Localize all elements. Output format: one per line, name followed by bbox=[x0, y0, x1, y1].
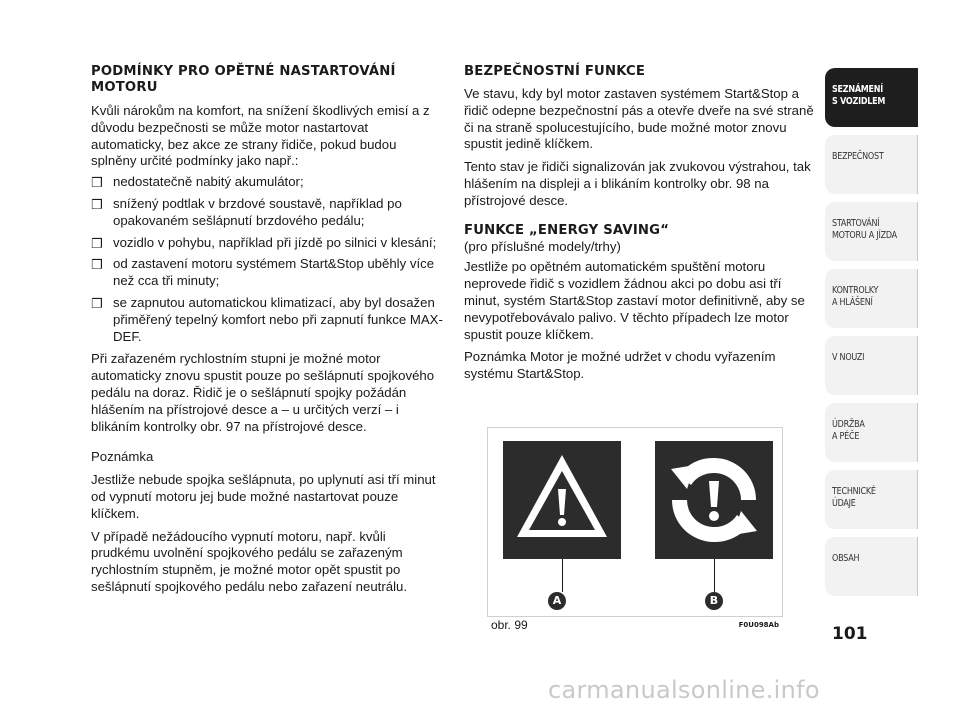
tab-bezpecnost[interactable]: BEZPEČNOST bbox=[825, 135, 918, 194]
energy-saving-subheading: (pro příslušné modely/trhy) bbox=[464, 238, 621, 254]
tab-seznameni-s-vozidlem[interactable]: SEZNÁMENÍ S VOZIDLEM bbox=[825, 68, 918, 127]
start-stop-warning-icon bbox=[655, 441, 773, 559]
restart-conditions-list bbox=[91, 174, 443, 345]
checkbox-bullet-icon: ❒ bbox=[91, 196, 103, 212]
checkbox-bullet-icon: ❒ bbox=[91, 235, 103, 251]
tab-v-nouzi[interactable]: V NOUZI bbox=[825, 336, 918, 395]
safety-paragraph-2: Tento stav je řidiči signalizován jak zvukovou výstrahou, tak hlášením na displeji a i blikáním kontrolky obr. 98 na přístrojové desce. bbox=[464, 159, 811, 208]
callout-a: A bbox=[548, 592, 566, 610]
list-item: ❒ se zapnutou automatickou klimatizací, aby byl dosažen přiměřený tepelný komfort nebo při zapnutí funkce MAX-DEF. bbox=[91, 294, 443, 344]
figure-frame bbox=[487, 427, 783, 617]
list-item: ❒ vozidlo v pohybu, například při jízdě po silnici v klesání; bbox=[91, 234, 437, 251]
figure-code: F0U098Ab bbox=[738, 621, 779, 629]
chapter-sidebar bbox=[825, 68, 918, 604]
left-column bbox=[91, 64, 443, 602]
safety-function-heading: BEZPEČNOSTNÍ FUNKCE bbox=[464, 64, 646, 79]
gear-paragraph: Při zařazeném rychlostním stupni je možné motor automaticky znovu spustit pouze po sešlápnutí spojkového pedálu na doraz. Řidič je o sešlápnutí spojky požádán hlášením na přístrojové desce a – u určitých verzí – i blikáním kontrolky obr. 97 na přístrojové desce. bbox=[91, 351, 435, 434]
list-item: ❒ od zastavení motoru systémem Start&Stop uběhly více než cca tři minuty; bbox=[91, 256, 435, 289]
leader-line-a bbox=[562, 559, 563, 592]
restart-conditions-heading: PODMÍNKY PRO OPĚTNÉ NASTARTOVÁNÍ MOTORU bbox=[91, 64, 396, 95]
energy-saving-note: Poznámka Motor je možné udržet v chodu vyřazením systému Start&Stop. bbox=[464, 349, 776, 382]
note-paragraph-1: Jestliže nebude spojka sešlápnuta, po uplynutí asi tří minut od vypnutí motoru jej bude možné nastartovat pouze klíčkem. bbox=[91, 472, 436, 521]
warning-triangle-icon bbox=[503, 441, 621, 559]
checkbox-bullet-icon: ❒ bbox=[91, 295, 103, 311]
list-item: ❒ nedostatečně nabitý akumulátor; bbox=[91, 174, 304, 191]
energy-saving-paragraph: Jestliže po opětném automatickém spuštění motoru neprovede řidič s vozidlem žádnou akci po dobu asi tří minut, systém Start&Stop zastaví motor definitivně, aby se nevypotřebovávalo palivo. V těchto případech lze motor spustit pouze klíčkem. bbox=[464, 259, 805, 342]
note-paragraph-2: V případě nežádoucího vypnutí motoru, např. kvůli prudkému uvolnění spojkového pedálu se zařazeným rychlostním stupněm, je možné motor opět spustit po sešlápnutí spojkového pedálu nebo zařazení neutrálu. bbox=[91, 528, 407, 594]
warning-lamp-panel-a bbox=[503, 441, 621, 559]
checkbox-bullet-icon: ❒ bbox=[91, 257, 103, 273]
list-item: ❒ snížený podtlak v brzdové soustavě, například po opakovaném sešlápnutí brzdového pedálu; bbox=[91, 195, 402, 228]
warning-lamp-panel-b bbox=[655, 441, 773, 559]
restart-conditions-intro: Kvůli nárokům na komfort, na snížení škodlivých emisí a z důvodu bezpečnosti se může motor nastartovat automaticky, bez akce ze strany řidiče, pokud budou splněny určité podmínky jako např.: bbox=[91, 103, 430, 169]
right-column bbox=[464, 64, 816, 389]
page-number: 101 bbox=[832, 624, 868, 644]
safety-paragraph-1: Ve stavu, kdy byl motor zastaven systémem Start&Stop a řidič odepne bezpečnostní pás a otevře dveře na své straně či na straně spolucestujícího, bude možné motor znovu spustit jedině klíčkem. bbox=[464, 86, 814, 152]
tab-technicke-udaje[interactable]: TECHNICKÉ ÚDAJE bbox=[825, 470, 918, 529]
note-label: Poznámka bbox=[91, 449, 154, 465]
leader-line-b bbox=[714, 559, 715, 592]
tab-udrzba-a-pece[interactable]: ÚDRŽBA A PÉČE bbox=[825, 403, 918, 462]
tab-startovani-motoru-a-jizda[interactable]: STARTOVÁNÍ MOTORU A JÍZDA bbox=[825, 202, 918, 261]
callout-b: B bbox=[705, 592, 723, 610]
figure-99 bbox=[487, 427, 783, 633]
figure-caption: obr. 99 bbox=[491, 618, 528, 632]
tab-kontrolky-a-hlaseni[interactable]: KONTROLKY A HLÁŠENÍ bbox=[825, 269, 918, 328]
checkbox-bullet-icon: ❒ bbox=[91, 175, 103, 191]
watermark: carmanualsonline.info bbox=[548, 676, 820, 704]
energy-saving-heading: FUNKCE „ENERGY SAVING“ bbox=[464, 222, 670, 238]
tab-obsah[interactable]: OBSAH bbox=[825, 537, 918, 596]
